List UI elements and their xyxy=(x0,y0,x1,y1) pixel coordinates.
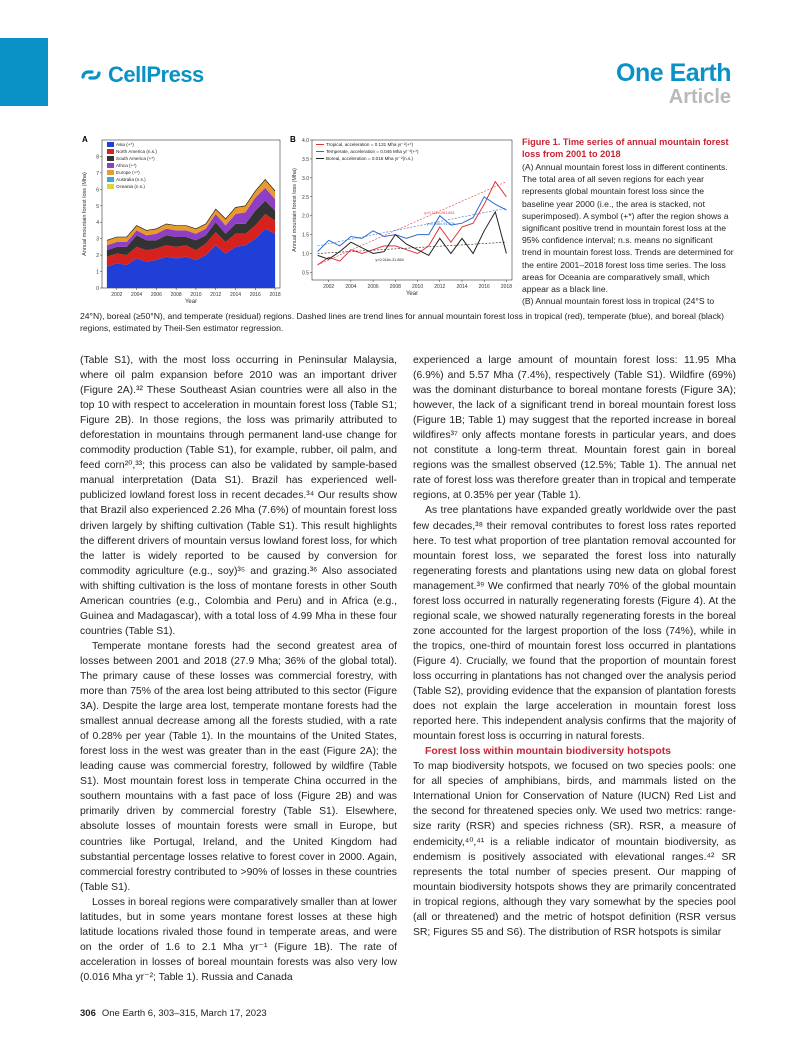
legend-swatch xyxy=(107,184,114,189)
citation: One Earth 6, 303–315, March 17, 2023 xyxy=(101,1008,267,1019)
legend-label: Boreal, acceleration = 0.016 Mha yr⁻²(n.s.) xyxy=(326,156,414,161)
x-tick-label: 2002 xyxy=(323,284,335,290)
y-axis-label: Annual mountain forest loss (Mha) xyxy=(292,168,298,252)
publisher-name: CellPress xyxy=(108,62,204,87)
y-tick-label: 1.0 xyxy=(302,251,309,258)
x-tick-label: 2014 xyxy=(456,284,468,290)
x-tick-label: 2014 xyxy=(229,292,242,298)
x-tick-label: 2012 xyxy=(210,292,222,298)
x-tick-label: 2004 xyxy=(345,284,357,290)
paragraph: Temperate montane forests had the second greatest area of losses between 2001 and 2018 (27.9 Mha; 36% of the global total). The primary cause of these losses was commercial forestry, with more than 75% of the area lost being attributed to this sector (Figure 3A). Despite the large area lost, temperate montane forests had the smallest annual decrease among all the forests studied, with a rate of 0.28% per year (Table 1). In the mountains of the United States, forest loss in the west was greater than in the east (Figure 2A); the leading cause was commercial forestry, followed by wildfire (Table S1). Most mountain forest loss in temperate China occurred in the southern mountains with a fast pace of loss (Figure 2B) and was primarily driven by commercial forestry (Table S1). Elsewhere, absolute losses of mountain forests were small in Europe, but countries like Portugal, Ireland, and the United Kingdom had substantial percentage losses relative to forest cover in 2000. Again, commercial forestry contributed to >90% of losses in these countries (Table S1). xyxy=(80,640,397,893)
y-tick-label: 0 xyxy=(96,286,99,292)
y-tick-label: 4 xyxy=(96,220,99,227)
journal-name: One Earth xyxy=(616,59,731,87)
trend-equation: y=0.016x-31.864 xyxy=(375,258,404,263)
article-type: Article xyxy=(668,86,731,108)
panel-a-label: A xyxy=(82,135,88,144)
figure-caption-b-rest: 24°N), boreal (≥50°N), and temperate (residual) regions. Dashed lines are trend lines for annual mountain forest loss in tropical (red), temperate (blue), and boreal (black) regions, estimated by Theil-Sen estimator regression. xyxy=(80,311,725,334)
y-tick-label: 5 xyxy=(96,203,99,210)
figure-caption-b-start: (B) Annual mountain forest loss in tropical (24°S to xyxy=(522,296,715,307)
x-tick-label: 2006 xyxy=(367,284,379,290)
x-tick-label: 2018 xyxy=(269,292,281,298)
y-tick-label: 4.0 xyxy=(302,138,309,144)
y-tick-label: 2.0 xyxy=(302,213,309,220)
paragraph: As tree plantations have expanded greatly worldwide over the past few decades,³⁸ their removal contributes to forest loss rates reported here. To test what proportion of tree plantation removal accounted for mountain forest loss, we separated the forest loss into naturally regenerating forests and plantations using new data on global forest management.³⁹ We confirmed that nearly 70% of the global mountain forest loss occurred in naturally regenerating forests (Figure 4). At the regional scale, we showed naturally regenerating forests in the boreal zone accounted for the largest proportion of the loss (74%), while in the tropics, one-third of mountain forest loss occurred in plantations (Figure 4). Crucially, we found that the proportion of mountain forest loss occurring in plantations has not changed over the analysis period (Table S2), providing evidence that the expansion of plantation forests does not explain the large acceleration in mountain forest loss reported here. This independent analysis confirms that the majority of mountain forest loss is occurring in natural forests. xyxy=(413,505,736,743)
figure-1 xyxy=(80,134,520,311)
legend-swatch xyxy=(107,163,114,168)
x-tick-label: 2016 xyxy=(249,292,261,298)
x-tick-label: 2016 xyxy=(478,284,490,290)
legend-label: Africa (+*) xyxy=(116,163,137,168)
y-tick-label: 3.0 xyxy=(302,175,309,182)
figure-caption-a: (A) Annual mountain forest loss in different continents. The total area of all seven regions for each year represents global mountain forest loss since the baseline year 2000 (i.e., the area is stacked, not superimposed). A symbol (+*) after the region shows a significant positive trend in mountain forest loss at the 95% confidence interval; n.s. means no significant trend in mountain forest loss. Trends are determined for the entire 2001–2018 forest loss time series. The loss areas for Oceania are comparatively small, which appear as a black line. xyxy=(522,162,734,295)
legend-swatch xyxy=(107,177,114,182)
panel-b-label: B xyxy=(290,135,296,144)
left-column xyxy=(80,353,397,985)
x-tick-label: 2008 xyxy=(389,284,401,290)
y-tick-label: 2 xyxy=(96,253,99,260)
y-tick-label: 6 xyxy=(96,187,99,194)
legend-label: North America (n.s.) xyxy=(116,149,157,154)
y-tick-label: 0.5 xyxy=(302,270,309,277)
paragraph: experienced a large amount of mountain forest loss: 11.95 Mha (6.9%) and 5.57 Mha (7.4%), respectively (Table S1). Wildfire (69%) was the dominant disturbance to boreal montane forests (Figure 3A); however, the lack of a significant trend in boreal mountain forest loss (Figure 1B; Table 1) may suggest that the reported increase in boreal wildfires³⁷ only affects montane forests in particular years, and does not constitute a long-term threat. Mountain forest gain in boreal regions was the smallest observed (12.5%; Table 1). The annual net rate of forest loss was therefore greater than in tropical and temperate regions, at 0.35% per year (Table 1). xyxy=(413,355,736,502)
y-tick-label: 1 xyxy=(96,269,99,276)
legend-swatch xyxy=(107,170,114,175)
x-tick-label: 2010 xyxy=(190,292,202,298)
legend-label: Asia (+*) xyxy=(116,142,134,147)
page-footer xyxy=(80,1008,267,1019)
panel-b-chart xyxy=(292,138,512,297)
section-heading: Forest loss within mountain biodiversity hotspots xyxy=(425,746,671,758)
right-column xyxy=(413,353,736,940)
corner-tab xyxy=(0,38,48,106)
y-tick-label: 3.5 xyxy=(302,156,309,163)
y-tick-label: 2.5 xyxy=(302,194,309,201)
journal-header xyxy=(616,60,731,108)
x-tick-label: 2012 xyxy=(434,284,446,290)
publisher-logo[interactable] xyxy=(80,62,204,88)
legend-swatch xyxy=(107,142,114,147)
legend-label: Oceania (n.s.) xyxy=(116,184,145,189)
trend-equation: y=0.046x-91.929 xyxy=(426,222,455,227)
page-number: 306 xyxy=(80,1008,96,1019)
legend-label: Tropical, acceleration = 0.131 Mha yr⁻²(+*) xyxy=(326,142,414,147)
paragraph: To map biodiversity hotspots, we focused on two species pools: one for all species of amphibians, birds, and mammals listed on the International Union for Conservation of Nature (IUCN) Red List and the second for threatened species only. We used two metrics: range-size rarity (RSR) and species richness (SR). RSR, a measure of endemicity,⁴⁰,⁴¹ is a reliable indicator of mountain biodiversity, as endemism is positively associated with elevational ranges.⁴² SR represents the total number of species present. Our mapping of mountain biodiversity hotspots shows they are primarily concentrated in tropical regions, although they vary somewhat by the species pool (all or threatened) and the metric of hotspot definition (RSR versus SR; Figures S5 and S6). The distribution of RSR hotspots is similar xyxy=(413,761,736,938)
y-tick-label: 3 xyxy=(96,236,99,243)
panel-a-chart xyxy=(82,140,281,305)
figure-1-charts xyxy=(80,134,520,306)
figure-caption-title: Figure 1. Time series of annual mountain forest loss from 2001 to 2018 xyxy=(522,137,729,159)
x-tick-label: 2006 xyxy=(150,292,162,298)
x-axis-label: Year xyxy=(184,299,198,305)
y-tick-label: 1.5 xyxy=(302,232,309,239)
trend-equation: y=0.131x-261.841 xyxy=(424,210,455,215)
cellpress-logo-icon xyxy=(80,64,102,86)
x-axis-label: Year xyxy=(405,291,419,297)
x-tick-label: 2002 xyxy=(111,292,123,298)
y-tick-label: 8 xyxy=(96,154,99,161)
x-tick-label: 2008 xyxy=(170,292,182,298)
x-tick-label: 2004 xyxy=(131,292,143,298)
legend-label: Europe (+*) xyxy=(116,170,140,175)
legend-label: South America (+*) xyxy=(116,156,155,161)
trend-line xyxy=(318,182,507,265)
legend-swatch xyxy=(107,156,114,161)
x-tick-label: 2010 xyxy=(411,284,424,290)
y-axis-label: Annual mountain forest loss (Mha) xyxy=(82,172,88,256)
legend-label: Australia (n.s.) xyxy=(116,177,146,182)
legend-swatch xyxy=(107,149,114,154)
legend-label: Temperate, acceleration = 0.046 Mha yr⁻²(+*) xyxy=(326,149,419,154)
paragraph: (Table S1), with the most loss occurring in Peninsular Malaysia, where oil palm expansion before 2010 was an important driver (Figure 2A).³² These Southeast Asian countries were all also in the top 10 with respect to acceleration in mountain forest loss (Table S1; Figure 2B). In those regions, the loss was primarily attributed to deforestation in mountains through permanent land-use change for commodity production (Table S1), for example, rubber, oil palm, and feed corn²⁰,³³; this process can also be validated by sample-based manual interpretation (Data S1). Brazil has experienced well-publicized lowland forest loss in recent decades.³⁴ Our results show that Brazil also experienced 2.26 Mha (7.6%) of mountain forest loss driven largely by shifting cultivation (Table S1). This result highlights the different drivers of mountain versus lowland forest loss, for which the latter is widely reported to be caused by conversion for commodity agriculture (e.g., soy)³⁵ and grazing.³⁶ Also associated with shifting cultivation is the loss of montane forests in other South American countries (e.g., Colombia and Peru) and in Africa (e.g., Guinea and Madagascar), with a total loss of 4.99 Mha in these four countries (Table S1). xyxy=(80,355,397,637)
figure-caption xyxy=(522,136,734,307)
paragraph: Losses in boreal regions were comparatively smaller than at lower latitudes, but in some years montane forest losses at these high latitude locations rivaled those found in temperate areas, and were on the order of 1.6 to 2.1 Mha yr⁻¹ (Figure 1B). The rate of acceleration in losses of boreal mountain forests was also very low (0.016 Mha yr⁻²; Table 1). Russia and Canada xyxy=(80,896,397,983)
x-tick-label: 2018 xyxy=(500,284,513,290)
y-tick-label: 7 xyxy=(96,170,99,177)
